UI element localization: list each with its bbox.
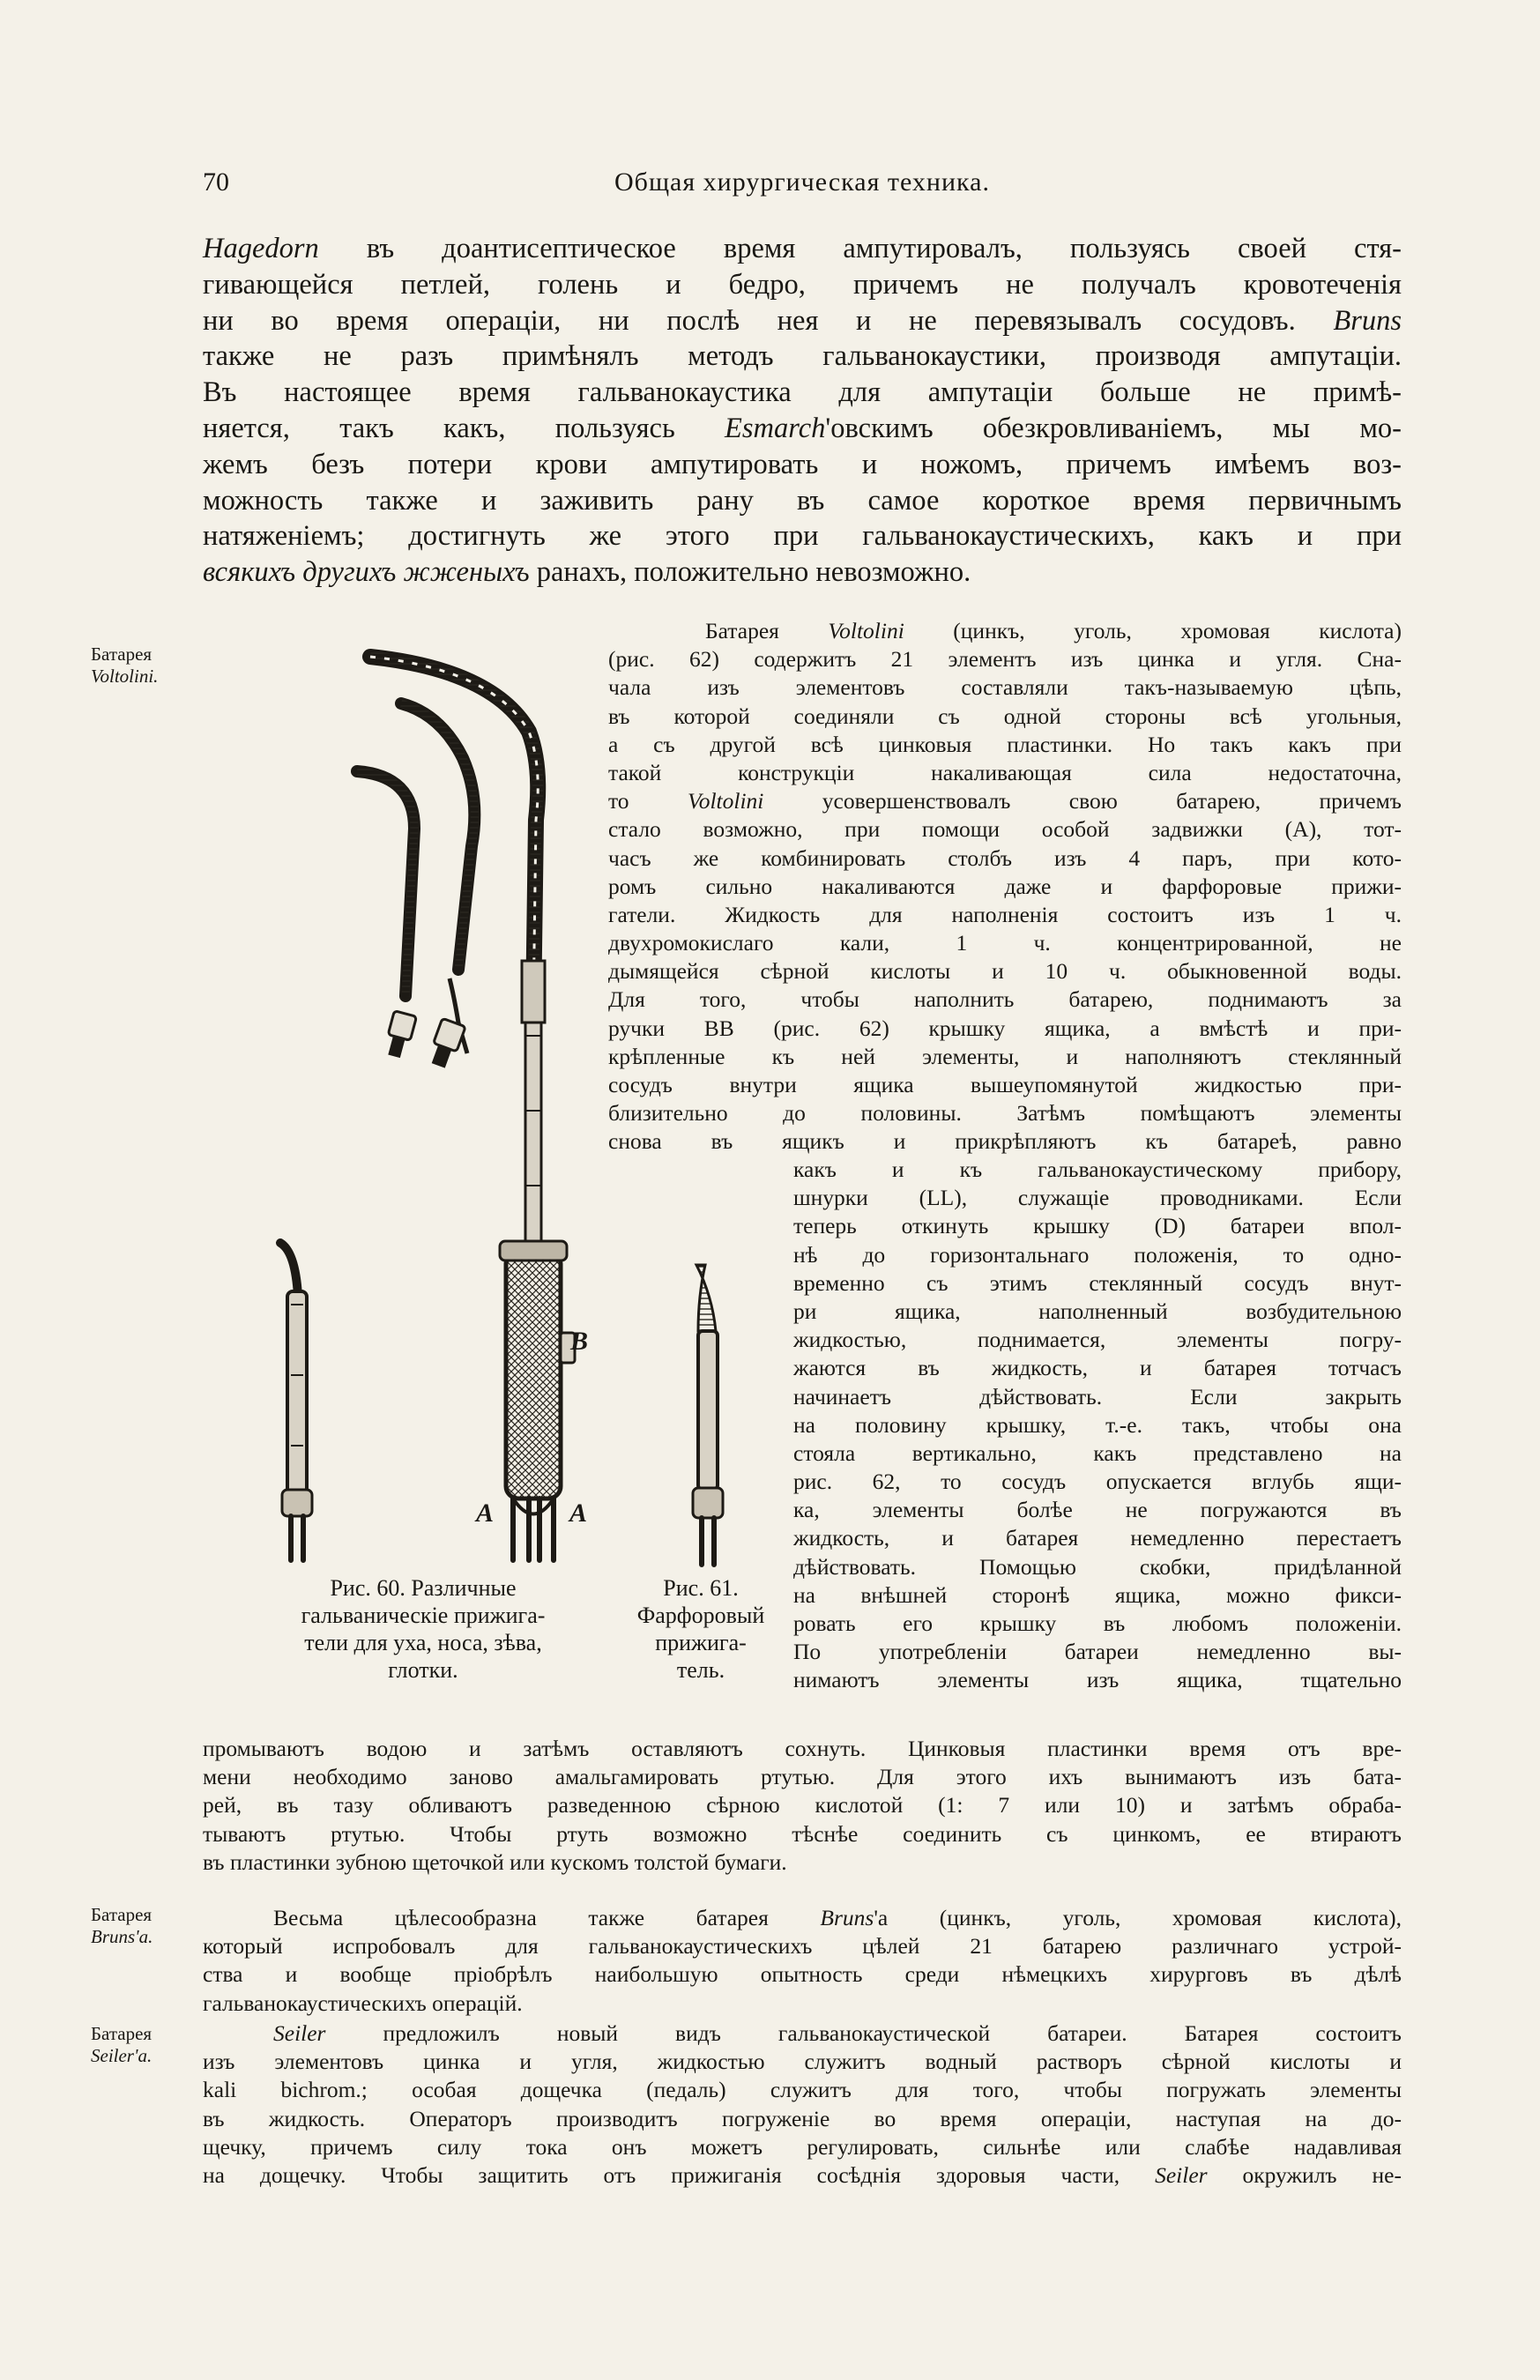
text-line: часъ же комбинировать столбъ изъ 4 паръ, при кото- — [608, 844, 1402, 871]
margin-note-bruns: Батарея Bruns'а. — [91, 1904, 153, 1947]
text-line: ри ящика, наполненный возбудительною — [793, 1298, 1402, 1324]
text-line: гатели. Жидкость для наполненія состоитъ изъ 1 ч. — [608, 901, 1402, 927]
cautery-short-curved — [357, 771, 417, 1060]
text-line: а съ другой всѣ цинковыя пластинки. Но такъ какъ при — [608, 731, 1402, 757]
text-line: дѣйствовать. Помощью скобки, придѣланной — [793, 1553, 1402, 1580]
text-line: По употребленіи батареи немедленно вы- — [793, 1639, 1402, 1665]
margin-note-voltolini: Батарея Voltolini. — [91, 643, 159, 687]
margin-note-seiler: Батарея Seiler'а. — [91, 2023, 153, 2066]
text-line: щечку, причемъ силу тока онъ можетъ регулировать, сильнѣе или слабѣе надавливая — [203, 2133, 1402, 2160]
text-line: гивающейся петлей, голень и бедро, причемъ не получалъ кровотеченія — [203, 268, 1402, 301]
text-line: въ жидкость. Операторъ производитъ погруженіе во время операціи, наступая на до- — [203, 2105, 1402, 2131]
text-line: также не разъ примѣнялъ методъ гальванокаустики, производя ампутаціи. — [203, 340, 1402, 373]
text-line: можность также и заживить рану въ самое короткое время первичнымъ — [203, 484, 1402, 517]
text-line: шнурки (LL), служащіе проводниками. Если — [793, 1185, 1402, 1211]
text-line: теперь откинуть крышку (D) батареи впол- — [793, 1213, 1402, 1239]
running-head: Общая хирургическая техника. — [614, 167, 990, 197]
text-line: ручки BB (рис. 62) крышку ящика, а вмѣстѣ и при- — [608, 1015, 1402, 1041]
text-line: который испробовалъ для гальванокаустическихъ цѣлей 21 батарею различнаго устрой- — [203, 1933, 1402, 1960]
text-line: жемъ безъ потери крови ампутировать и ножомъ, причемъ имѣемъ воз- — [203, 448, 1402, 480]
text-line: Seiler предложилъ новый видъ гальванокаустической батареи. Батарея состоитъ — [273, 2020, 1402, 2046]
text-line: временно съ этимъ стеклянный сосудъ внут- — [793, 1269, 1402, 1296]
text-line: няется, такъ какъ, пользуясь Esmarch'овскимъ обезкровливаніемъ, мы мо- — [203, 412, 1402, 444]
text-line: нимаютъ элементы изъ ящика, тщательно — [793, 1667, 1402, 1693]
text-line: начинаетъ дѣйствовать. Если закрыть — [793, 1383, 1402, 1409]
caption-fig-60: Рис. 60. Различные гальваническіе прижига- тели для уха, носа, зѣва, глотки. — [301, 1575, 546, 1683]
text-line: жидкостью, поднимается, элементы погру- — [793, 1327, 1402, 1353]
caption-fig-61: Рис. 61. Фарфоровый прижига- тель. — [636, 1575, 765, 1683]
text-line: Батарея Voltolini (цинкъ, уголь, хромовая кислота) — [705, 618, 1402, 643]
text-line: Для того, чтобы наполнить батарею, поднимаютъ за — [608, 986, 1402, 1013]
figure-label-a-left: A — [476, 1499, 495, 1528]
text-line: ровать его крышку въ любомъ положеніи. — [793, 1610, 1402, 1636]
text-line: (рис. 62) содержитъ 21 элементъ изъ цинка и угля. Сна- — [608, 646, 1402, 673]
text-line: всякихъ другихъ жженыхъ ранахъ, положительно невозможно. — [203, 556, 971, 589]
text-line: ства и вообще пріобрѣлъ наибольшую опытность среди нѣмецкихъ хирурговъ въ дѣлѣ — [203, 1961, 1402, 1988]
cautery-straight-small — [280, 1243, 312, 1560]
text-line: въ которой соединяли съ одной стороны всѣ угольныя, — [608, 703, 1402, 729]
text-line: дымящейся сѣрной кислоты и 10 ч. обыкновенной воды. — [608, 958, 1402, 985]
text-line: жаются въ жидкость, и батарея тотчасъ — [793, 1355, 1402, 1381]
text-line: жидкость, и батарея немедленно перестаетъ — [793, 1525, 1402, 1551]
text-line: Въ настоящее время гальванокаустика для ампутаціи больше не примѣ- — [203, 376, 1402, 409]
text-line: стояла вертикально, какъ представлено на — [793, 1439, 1402, 1466]
text-line: ромъ сильно накаливаются даже и фарфоровые прижи- — [608, 873, 1402, 899]
figure-label-b: B — [570, 1327, 589, 1356]
page-number: 70 — [203, 167, 229, 197]
text-line: рей, въ тазу обливаютъ разведенною сѣрною кислотой (1: 7 или 10) и затѣмъ обраба- — [203, 1792, 1402, 1818]
text-line: Hagedorn въ доантисептическое время ампутировалъ, пользуясь своей стя- — [203, 233, 1402, 264]
text-line: ка, элементы болѣе не погружаются въ — [793, 1497, 1402, 1523]
text-line: чала изъ элементовъ составляли такъ-называемую цѣпь, — [608, 674, 1402, 701]
text-line: мени необходимо заново амальгамировать ртутью. Для этого ихъ вынимаютъ изъ бата- — [203, 1764, 1402, 1790]
text-line: какъ и къ гальванокаустическому прибору, — [793, 1157, 1402, 1182]
text-line: такой конструкціи накаливающая сила недостаточна, — [608, 759, 1402, 785]
figure-label-a-right: A — [569, 1499, 588, 1528]
text-line: то Voltolini усовершенствовалъ свою батарею, причемъ — [608, 788, 1402, 814]
text-line: ни во время операціи, ни послѣ нея и не перевязывалъ сосудовъ. Bruns — [203, 304, 1402, 337]
text-line: рис. 62, то сосудъ опускается вглубь ящи- — [793, 1469, 1402, 1495]
text-line: на половину крышку, т.-е. такъ, чтобы она — [793, 1411, 1402, 1438]
text-line: стало возможно, при помощи особой задвижки (A), тот- — [608, 816, 1402, 843]
text-line: близительно до половины. Затѣмъ помѣщаютъ элементы — [608, 1100, 1402, 1127]
text-line: на внѣшней сторонѣ ящика, можно фикси- — [793, 1581, 1402, 1608]
cautery-handle — [500, 1241, 575, 1560]
text-line: гальванокаустическихъ операцій. — [203, 1990, 523, 2016]
text-line: крѣпленные къ ней элементы, и наполняютъ стеклянный — [608, 1043, 1402, 1069]
text-line: сосудъ внутри ящика вышеупомянутой жидкостью при- — [608, 1072, 1402, 1097]
text-line: двухромокислаго кали, 1 ч. концентрированной, не — [608, 930, 1402, 956]
porcelain-cautery — [693, 1265, 723, 1565]
text-line: на дощечку. Чтобы защитить отъ прижиганія сосѣднія здоровыя части, Seiler окружилъ не- — [203, 2161, 1402, 2188]
text-line: тываютъ ртутью. Чтобы ртуть возможно тѣснѣе соединить съ цинкомъ, ее втираютъ — [203, 1820, 1402, 1847]
text-line: натяженіемъ; достигнуть же этого при гальванокаустическихъ, какъ и при — [203, 520, 1402, 553]
text-line: изъ элементовъ цинка и угля, жидкостью служитъ водный растворъ сѣрной кислоты и — [203, 2049, 1402, 2075]
text-line: промываютъ водою и затѣмъ оставляютъ сохнуть. Цинковыя пластинки время отъ вре- — [203, 1736, 1402, 1761]
text-line: въ пластинки зубною щеточкой или кускомъ толстой бумаги. — [203, 1848, 787, 1875]
text-line: kali bichrom.; особая дощечка (педаль) служитъ для того, чтобы погружать элементы — [203, 2077, 1402, 2103]
text-line: снова въ ящикъ и прикрѣпляютъ къ батареѣ, равно — [608, 1128, 1402, 1155]
text-line: нѣ до горизонтальнаго положенія, то одно- — [793, 1241, 1402, 1268]
text-line: Весьма цѣлесообразна также батарея Bruns'а (цинкъ, уголь, хромовая кислота), — [273, 1905, 1402, 1930]
